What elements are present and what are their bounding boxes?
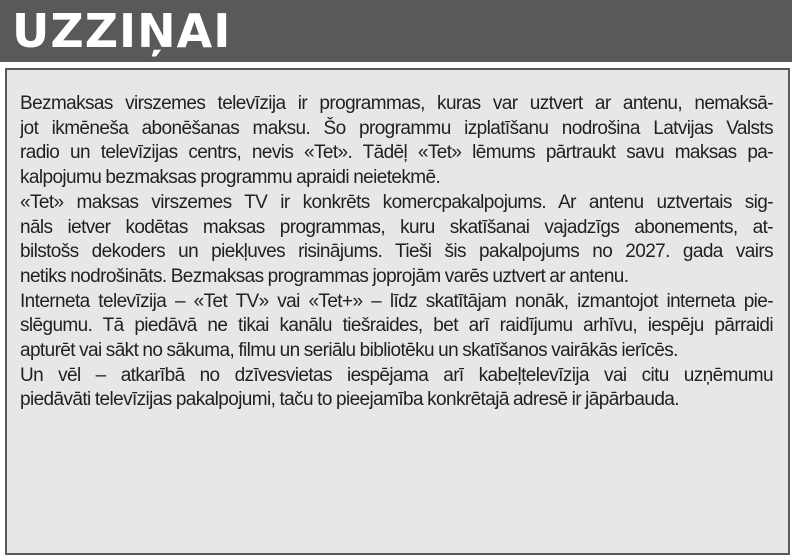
text-line: piedāvāti televīzijas pakalpojumi, taču to pieejamība konkrētajā adresē ir jāpārbauda. xyxy=(20,389,679,411)
text-line: netiks nodrošināts. Bezmaksas programmas joprojām varēs uztvert ar antenu. xyxy=(20,265,629,287)
text-line: slēgumu. Tā piedāvā ne tikai kanālu tiešraides, bet arī raidījumu arhīvu, iespēju pārraidi xyxy=(20,315,773,337)
text-line: nāls ietver kodētas maksas programmas, kuru skatīšanai vajadzīgs abonements, at- xyxy=(20,216,773,238)
page-title: UZZIŅAI xyxy=(12,4,232,58)
text-line: «Tet» maksas virszemes TV ir konkrēts komercpakalpojums. Ar antenu uztvertais sig- xyxy=(20,191,773,213)
text-line: kalpojumu bezmaksas programmu apraidi neietekmē. xyxy=(20,167,441,189)
info-text xyxy=(20,92,773,413)
info-box xyxy=(5,68,790,555)
text-line: apturēt vai sākt no sākuma, filmu un seriālu bibliotēku un skatīšanos vairākās ierīcēs. xyxy=(20,340,678,362)
text-line: Bezmaksas virszemes televīzija ir programmas, kuras var uztvert ar antenu, nemaksā- xyxy=(20,93,773,114)
text-line: Un vēl – atkarībā no dzīvesvietas iespējama arī kabeļtelevīzija vai citu uzņēmumu xyxy=(20,364,773,386)
text-line: Interneta televīzija – «Tet TV» vai «Tet+» – līdz skatītājam nonāk, izmantojot interneta pie- xyxy=(20,290,773,312)
header-bar xyxy=(0,0,792,62)
text-line: radio un televīzijas centrs, nevis «Tet». Tādēļ «Tet» lēmums pārtraukt savu maksas pa- xyxy=(20,142,773,164)
text-line: jot ikmēneša abonēšanas maksu. Šo programmu izplatīšanu nodrošina Latvijas Valsts xyxy=(20,117,773,139)
text-line: bilstošs dekoders un piekļuves risinājums. Tieši šis pakalpojums no 2027. gada vairs xyxy=(20,241,773,263)
